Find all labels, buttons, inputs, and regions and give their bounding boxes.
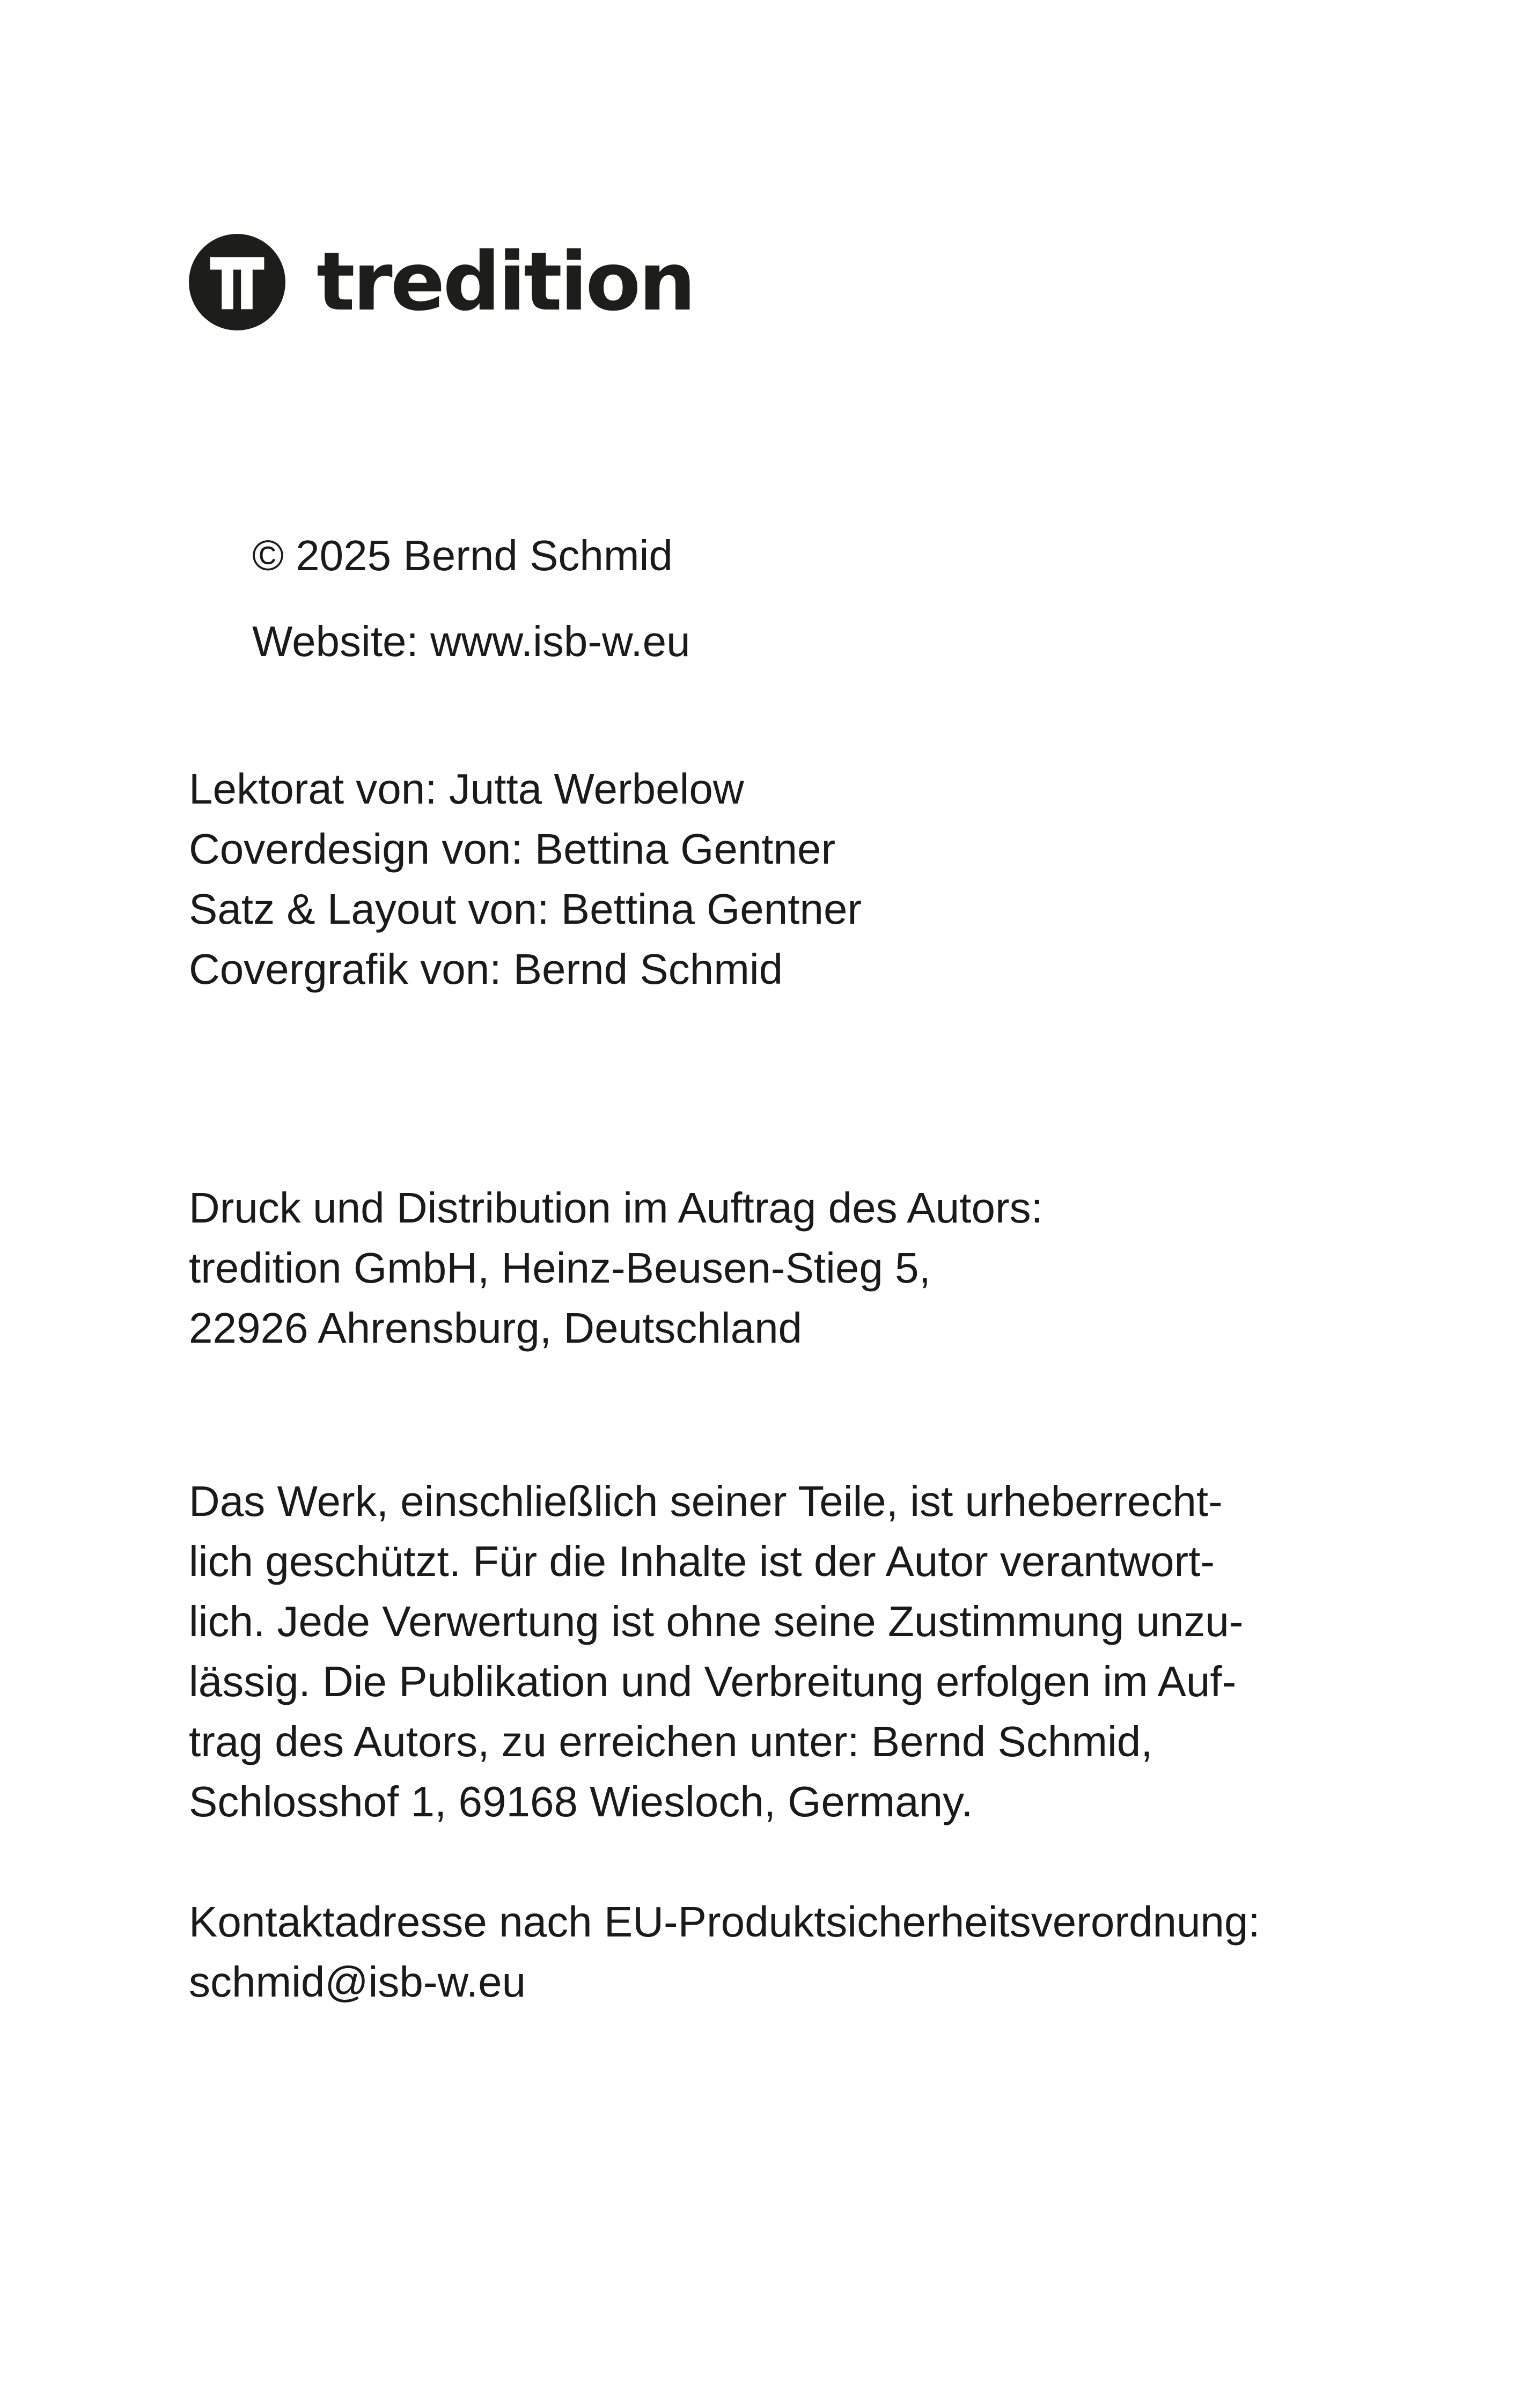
credit-line: Satz & Layout von: Bettina Gentner xyxy=(189,885,862,933)
distribution-line: 22926 Ahrensburg, Deutschland xyxy=(189,1304,803,1352)
legal-notice-line: Das Werk, einschließlich seiner Teile, ist urheberrecht- xyxy=(189,1477,1223,1525)
contact-email: schmid@isb-w.eu xyxy=(189,1958,526,2006)
credit-line: Coverdesign von: Bettina Gentner xyxy=(189,825,836,873)
contact-label: Kontaktadresse nach EU-Produktsicherheitsverordnung: xyxy=(189,1898,1260,1946)
publisher-logo xyxy=(189,234,694,330)
legal-notice-line: trag des Autors, zu erreichen unter: Bernd Schmid, xyxy=(189,1718,1153,1765)
distribution-line: tredition GmbH, Heinz-Beusen-Stieg 5, xyxy=(189,1244,931,1292)
legal-notice-line: lich. Jede Verwertung ist ohne seine Zustimmung unzu- xyxy=(189,1597,1244,1645)
credit-line: Covergrafik von: Bernd Schmid xyxy=(189,945,783,993)
copyright-notice: © 2025 Bernd Schmid xyxy=(252,532,673,579)
legal-notice-line: Schlosshof 1, 69168 Wiesloch, Germany. xyxy=(189,1778,973,1825)
distribution-line: Druck und Distribution im Auftrag des Autors: xyxy=(189,1184,1043,1232)
tredition-logo-icon xyxy=(189,234,285,330)
credit-line: Lektorat von: Jutta Werbelow xyxy=(189,765,744,813)
website-line: Website: www.isb-w.eu xyxy=(252,617,690,665)
publisher-name: tredition xyxy=(317,235,694,329)
legal-notice-line: lässig. Die Publikation und Verbreitung erfolgen im Auf- xyxy=(189,1658,1237,1705)
legal-notice-line: lich geschützt. Für die Inhalte ist der Autor verantwort- xyxy=(189,1537,1215,1585)
